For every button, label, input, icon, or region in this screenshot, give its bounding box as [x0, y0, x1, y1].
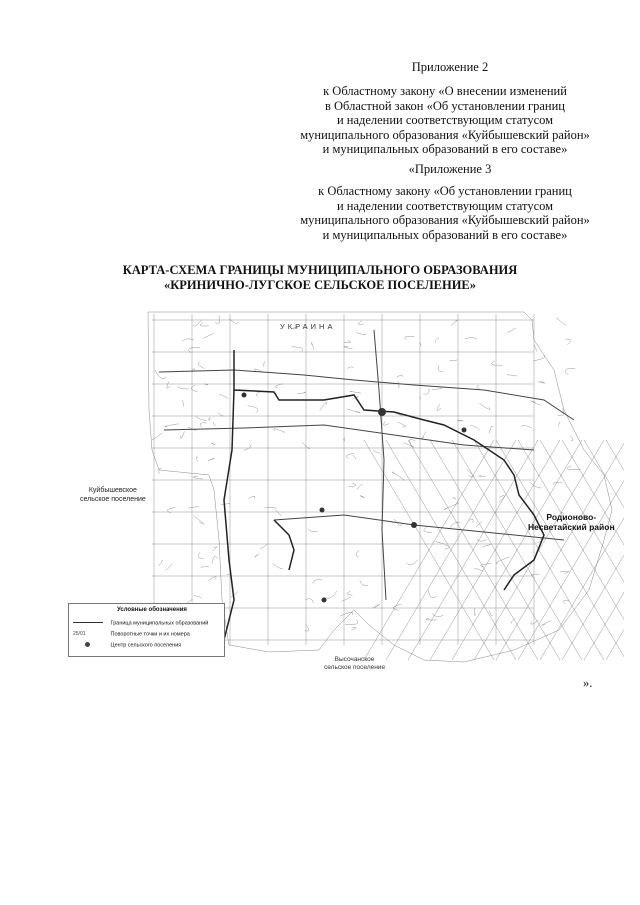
terrain-stroke — [356, 550, 359, 557]
terrain-stroke — [570, 436, 573, 441]
label-line: сельское поселение — [324, 664, 386, 671]
terrain-stroke — [438, 365, 443, 372]
terrain-stroke — [432, 613, 443, 617]
terrain-stroke — [565, 339, 570, 344]
terrain-stroke — [559, 422, 560, 427]
label-line: Родионово- — [546, 512, 597, 522]
road — [374, 330, 386, 600]
terrain-stroke — [477, 385, 480, 389]
terrain-stroke — [189, 507, 199, 508]
terrain-stroke — [496, 557, 509, 564]
terrain-stroke — [554, 482, 562, 485]
terrain-stroke — [291, 347, 302, 352]
terrain-stroke — [357, 485, 363, 490]
terrain-stroke — [326, 591, 337, 599]
terrain-stroke — [507, 375, 517, 376]
appendix-3-title: «Приложение 3 — [408, 162, 492, 176]
closing-quote: ». — [583, 676, 593, 690]
legend-label: Поворотные точки и их номера — [110, 631, 190, 638]
appendix-3-line: к Областному закону «Об установлении границ — [318, 184, 572, 198]
terrain-stroke — [256, 392, 260, 397]
terrain-stroke — [469, 519, 473, 523]
settlement-center — [411, 522, 417, 528]
road — [164, 425, 534, 450]
terrain-stroke — [305, 624, 309, 631]
terrain-stroke — [208, 576, 216, 581]
settlement-center-icon — [85, 642, 90, 647]
terrain-stroke — [159, 560, 163, 566]
terrain-stroke — [306, 599, 313, 603]
terrain-stroke — [393, 604, 401, 610]
terrain-stroke — [177, 387, 189, 389]
grid-line — [540, 440, 624, 660]
legend-label: Граница муниципальных образований — [110, 620, 209, 627]
terrain-stroke — [193, 320, 201, 326]
terrain-stroke — [273, 563, 283, 568]
boundary-line — [274, 520, 294, 570]
terrain-stroke — [373, 604, 380, 608]
appendix-2-title: Приложение 2 — [411, 60, 489, 74]
terrain-stroke — [347, 409, 360, 413]
terrain-stroke — [248, 496, 255, 499]
terrain-stroke — [508, 328, 516, 332]
boundary-line — [224, 390, 234, 640]
label-kuybyshevskoe-settlement — [80, 486, 146, 504]
terrain-stroke — [481, 564, 491, 567]
terrain-stroke — [219, 395, 228, 399]
label-line: сельское поселение — [80, 496, 146, 503]
terrain-stroke — [342, 597, 351, 601]
terrain-stroke — [203, 333, 214, 338]
settlements — [242, 393, 467, 603]
terrain-stroke — [275, 510, 280, 516]
terrain-stroke — [476, 521, 483, 527]
terrain-stroke — [198, 552, 203, 559]
legend-item-center — [73, 642, 181, 648]
terrain-stroke — [192, 368, 194, 370]
terrain-stroke — [533, 356, 545, 361]
terrain-stroke — [196, 416, 207, 421]
terrain-stroke — [165, 424, 179, 427]
terrain-stroke — [482, 544, 491, 547]
map-legend — [68, 603, 225, 657]
terrain-stroke — [198, 362, 204, 368]
terrain-stroke — [167, 381, 170, 388]
terrain-stroke — [360, 496, 365, 498]
appendix-2-line: и муниципальных образований в его составе» — [322, 142, 568, 156]
terrain-stroke — [426, 619, 437, 620]
terrain-stroke — [567, 466, 581, 470]
terrain-stroke — [346, 453, 354, 458]
label-line: Куйбышевское — [88, 487, 137, 494]
terrain-stroke — [398, 381, 399, 387]
terrain-stroke — [152, 433, 162, 440]
terrain-stroke — [260, 543, 268, 549]
terrain-stroke — [479, 403, 490, 409]
appendix-2-line: к Областному закону «О внесении изменений — [323, 84, 567, 98]
terrain-stroke — [264, 361, 265, 366]
terrain-stroke — [409, 439, 415, 446]
grid-line — [606, 440, 624, 660]
terrain-stroke — [183, 400, 184, 406]
label-line: Высочанское — [334, 656, 375, 663]
terrain-stroke — [320, 402, 327, 411]
terrain-stroke — [200, 423, 206, 428]
terrain-stroke — [347, 367, 353, 369]
terrain-stroke — [214, 422, 216, 426]
terrain-stroke — [181, 431, 185, 438]
appendix-3-line: муниципального образования «Куйбышевский район» — [300, 213, 590, 227]
terrain-stroke — [534, 345, 537, 352]
terrain-stroke — [344, 341, 351, 343]
terrain-stroke — [449, 360, 456, 361]
terrain-stroke — [255, 369, 261, 371]
terrain-stroke — [356, 333, 366, 335]
terrain-stroke — [474, 608, 475, 615]
terrain-stroke — [351, 627, 356, 630]
grid-line — [562, 440, 624, 660]
terrain-stroke — [248, 406, 258, 413]
label-line: Несветайский район — [528, 522, 615, 532]
terrain-stroke — [349, 483, 356, 486]
map-title-line-1: КАРТА-СХЕМА ГРАНИЦЫ МУНИЦИПАЛЬНОГО ОБРАЗОВАНИЯ — [122, 263, 518, 277]
terrain-stroke — [432, 387, 443, 389]
terrain-stroke — [407, 560, 418, 565]
terrain-stroke — [194, 516, 204, 525]
terrain-stroke — [453, 497, 456, 499]
terrain-stroke — [465, 338, 477, 340]
terrain-stroke — [397, 375, 403, 377]
terrain-stroke — [308, 529, 318, 532]
terrain-stroke — [166, 564, 173, 571]
grid-line — [584, 440, 624, 660]
terrain-stroke — [424, 528, 432, 533]
terrain-stroke — [265, 507, 276, 508]
terrain-stroke — [451, 320, 457, 325]
terrain-stroke — [563, 601, 570, 604]
label-ukraine: УКРАИНА — [280, 322, 336, 331]
terrain-stroke — [209, 417, 211, 420]
terrain-stroke — [560, 571, 569, 573]
terrain-stroke — [392, 472, 405, 481]
appendix-2-line: в Областной закон «Об установлении границ — [324, 98, 565, 113]
map-title-line-2: «КРИНИЧНО-ЛУГСКОЕ СЕЛЬСКОЕ ПОСЕЛЕНИЕ» — [163, 278, 477, 292]
terrain-stroke — [474, 568, 483, 571]
terrain-stroke — [350, 391, 361, 393]
terrain-stroke — [344, 347, 353, 349]
terrain-stroke — [194, 595, 201, 597]
terrain-stroke — [489, 426, 494, 433]
terrain-stroke — [437, 404, 441, 410]
legend-title: Условные обозначения — [117, 607, 187, 613]
terrain-stroke — [347, 591, 352, 595]
terrain-stroke — [538, 381, 545, 383]
grid-line — [562, 440, 624, 660]
terrain-stroke — [423, 388, 429, 394]
terrain-stroke — [531, 574, 540, 575]
appendix-2-line: муниципального образования «Куйбышевский район» — [300, 127, 590, 142]
terrain-stroke — [490, 611, 493, 616]
terrain-stroke — [521, 426, 532, 429]
terrain-stroke — [422, 432, 426, 439]
terrain-stroke — [255, 553, 259, 557]
terrain-stroke — [398, 422, 406, 427]
terrain-stroke — [244, 444, 251, 450]
terrain-stroke — [492, 361, 503, 365]
terrain-stroke — [208, 458, 215, 461]
terrain-stroke — [229, 319, 237, 324]
grid-line — [606, 440, 624, 660]
terrain-stroke — [435, 338, 439, 343]
terrain-stroke — [450, 522, 460, 528]
road — [159, 370, 574, 420]
appendix-2-heading — [300, 60, 600, 75]
settlement-center — [322, 598, 327, 603]
label-rodionovo-district — [528, 512, 615, 532]
legend-item-boundary — [73, 620, 208, 626]
legend-label: Центр сельского поселения — [110, 642, 182, 649]
appendix-2-reference — [280, 84, 610, 157]
terrain-stroke — [193, 476, 203, 479]
appendix-3-line: и наделении соответствующим статусом — [336, 198, 554, 213]
grid-line — [584, 440, 624, 660]
terrain-stroke — [159, 468, 162, 474]
turning-point-number: 25/01 — [73, 631, 86, 637]
terrain-stroke — [211, 443, 215, 445]
terrain-stroke — [383, 422, 388, 426]
legend-item-turning-points — [73, 631, 190, 637]
terrain-stroke — [297, 392, 305, 394]
terrain-stroke — [189, 348, 201, 353]
terrain-stroke — [360, 580, 368, 586]
terrain-stroke — [405, 336, 415, 339]
terrain-stroke — [511, 618, 515, 623]
terrain-stroke — [557, 318, 566, 325]
terrain-stroke — [445, 545, 450, 549]
terrain-stroke — [221, 504, 230, 505]
settlement-center — [242, 393, 247, 398]
terrain-stroke — [541, 620, 551, 625]
boundary-line-icon — [73, 622, 103, 623]
appendix-2-line: и наделении соответствующим статусом — [336, 113, 554, 127]
terrain-stroke — [457, 420, 463, 421]
label-vysochanskoe-settlement — [324, 656, 385, 672]
terrain-stroke — [531, 401, 541, 406]
terrain-stroke — [311, 342, 314, 349]
terrain-stroke — [215, 315, 219, 323]
terrain-stroke — [373, 450, 380, 453]
settlement-center — [320, 508, 325, 513]
settlement-center — [378, 408, 386, 416]
terrain-stroke — [274, 429, 285, 433]
appendix-3-reference — [280, 184, 610, 242]
terrain-stroke — [565, 368, 575, 375]
settlement-center — [462, 428, 467, 433]
terrain-stroke — [313, 580, 322, 584]
terrain-stroke — [353, 455, 356, 459]
terrain-stroke — [358, 321, 364, 324]
terrain-stroke — [345, 620, 358, 625]
terrain-stroke — [212, 547, 216, 551]
terrain-stroke — [404, 443, 415, 447]
terrain-stroke — [196, 457, 198, 461]
terrain-stroke — [200, 323, 209, 326]
terrain-stroke — [471, 426, 480, 431]
grid-line — [540, 440, 624, 660]
terrain-stroke — [428, 590, 436, 598]
appendix-3-heading — [300, 162, 600, 177]
map-roads — [159, 330, 574, 600]
terrain-stroke — [155, 370, 167, 379]
terrain-stroke — [275, 384, 283, 388]
appendix-3-line: и муниципальных образований в его составе» — [322, 227, 568, 242]
map-title — [0, 263, 640, 293]
terrain-stroke — [444, 503, 459, 510]
terrain-stroke — [201, 566, 209, 567]
terrain-stroke — [212, 556, 218, 564]
terrain-stroke — [479, 476, 486, 477]
